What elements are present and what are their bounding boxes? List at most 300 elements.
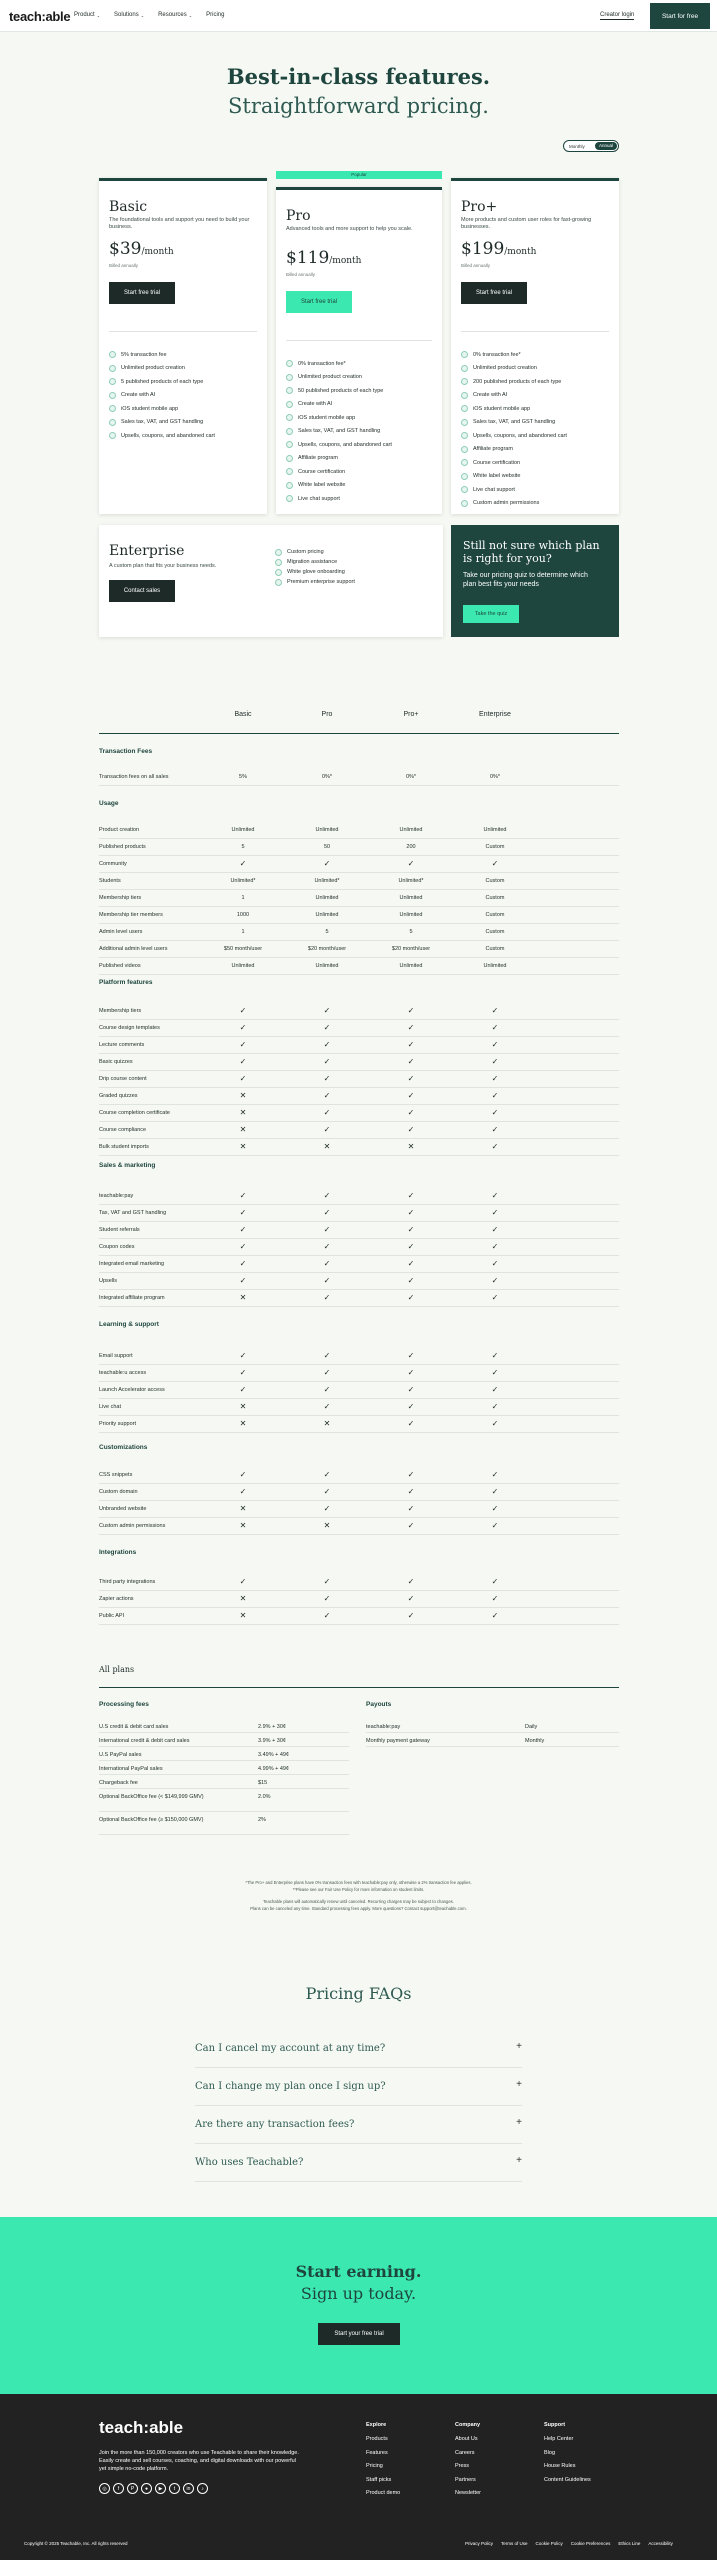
check-icon: ✓ [407,1577,415,1586]
feature-label: iOS student mobile app [473,405,531,412]
row-label: Chargeback fee [99,1780,138,1786]
table-row [99,1088,619,1105]
row-value: 3.9% + 30¢ [258,1738,286,1744]
check-icon: ✓ [407,1006,415,1015]
check-icon: ✓ [407,1074,415,1083]
row-label: U.S credit & debit card sales [99,1724,169,1730]
x-icon: ✕ [239,1293,247,1302]
footer-link[interactable]: Careers [455,2449,475,2456]
row-label: Course completion certificate [99,1110,170,1116]
chevron-down-icon: ⌄ [188,12,193,18]
check-icon: ✓ [491,1521,499,1530]
check-icon: ✓ [491,1293,499,1302]
table-row [99,1501,619,1518]
logo[interactable]: teach:able [9,9,71,24]
nav-menu [74,12,224,18]
check-icon: ✓ [239,1259,247,1268]
footer-column [455,2422,481,2504]
nav-solutions[interactable]: Solutions ⌄ [114,12,145,18]
check-circle-icon [286,482,293,489]
check-icon: ✓ [323,1594,331,1603]
faq-question: Can I cancel my account at any time? [195,2043,386,2054]
feature-label: Upsells, coupons, and abandoned cart [298,441,392,448]
feature-item [286,357,392,371]
check-icon: ✓ [407,1351,415,1360]
cell-value: Unlimited [483,963,507,969]
toggle-annual[interactable]: Annual [595,142,617,150]
check-icon: ✓ [491,1225,499,1234]
feature-label: iOS student mobile app [298,414,356,421]
table-row [99,1003,619,1020]
feature-item [461,470,567,484]
cell-value: Unlimited [399,895,423,901]
feature-label: White label website [473,473,521,480]
table-row [99,1188,619,1205]
start-trial-button[interactable]: Start your free trial [318,2323,400,2345]
cell-value: Unlimited [483,827,507,833]
nav-pricing[interactable]: Pricing [206,12,225,18]
x-icon: ✕ [407,1142,415,1151]
plus-icon: + [516,2041,522,2052]
check-icon: ✓ [407,1594,415,1603]
enterprise-title: Enterprise [109,543,185,559]
feature-label: Live chat support [473,486,515,493]
check-icon: ✓ [323,1074,331,1083]
footer-link[interactable]: Product demo [366,2490,401,2496]
section-title: Integrations [99,1549,137,1556]
row-value: 2.9% + 30¢ [258,1724,286,1730]
check-circle-icon [275,559,282,566]
table-row [99,1290,619,1307]
row-label: Custom admin permissions [99,1523,166,1529]
table-row [99,1748,349,1761]
feature-label: iOS student mobile app [121,405,179,412]
table-row [99,1020,619,1037]
instagram-icon[interactable]: ◎ [99,2483,110,2494]
row-label: Membership tier members [99,912,163,918]
copyright: Copyright © 2025 Teachable, Inc. All rights reserved [24,2541,128,2546]
check-icon: ✓ [407,1470,415,1479]
cell-value: 1 [241,895,245,901]
plan-price [461,239,536,259]
feature-item [286,465,392,479]
footnote: **Please see our Fair Use Policy for more information on student limits. [292,1887,425,1892]
table-row [366,1734,619,1747]
creator-login-link[interactable]: Creator login [600,12,635,18]
check-icon: ✓ [323,1259,331,1268]
feature-label: Create with AI [298,401,333,408]
check-icon: ✓ [323,1191,331,1200]
start-free-trial-button[interactable]: Start free trial [461,282,527,304]
footer-link[interactable]: Features [366,2449,388,2456]
plan-name: Basic [109,199,148,215]
table-row [99,839,619,856]
feature-label: Sales tax, VAT, and GST handling [298,428,381,435]
footer-link[interactable]: Content Guidelines [544,2476,591,2483]
row-label: Course design templates [99,1025,160,1031]
check-icon: ✓ [407,1040,415,1049]
feature-label: Sales tax, VAT, and GST handling [473,419,556,426]
plan-name: Pro [286,208,311,224]
check-circle-icon [461,486,468,493]
cta-title: Start earning. [295,2262,422,2281]
footer-link[interactable]: Pricing [366,2463,383,2469]
check-icon: ✓ [323,1385,331,1394]
feature-label: Affiliate program [473,446,513,453]
faq-question: Can I change my plan once I sign up? [195,2081,386,2092]
cell-value: 5% [239,774,247,780]
nav-resources[interactable]: Resources ⌄ [158,12,193,18]
footer-column-title: Support [544,2422,566,2428]
cell-value: 5 [241,844,245,850]
chevron-down-icon: ⌄ [96,12,101,18]
start-free-button[interactable]: Start for free [650,3,710,29]
row-label: Launch Accelerator access [99,1387,165,1393]
section-title: Customizations [99,1444,148,1451]
faq-item[interactable] [195,2069,522,2106]
check-icon: ✓ [323,1225,331,1234]
check-icon: ✓ [239,1074,247,1083]
cell-value: Custom [485,929,505,935]
legal-link[interactable]: Ethics Line [618,2541,641,2546]
table-row [99,856,619,873]
check-circle-icon [461,365,468,372]
check-icon: ✓ [407,1402,415,1411]
check-icon: ✓ [239,1487,247,1496]
feature-list [461,348,567,510]
feature-item [109,416,215,430]
x-icon: ✕ [239,1108,247,1117]
row-label: Live chat [99,1404,122,1410]
section-title: Transaction Fees [99,748,153,755]
check-icon: ✓ [491,1108,499,1117]
billing-note: Billed annually [109,263,139,268]
x-icon: ✕ [239,1402,247,1411]
cell-value: 1 [241,929,245,935]
check-circle-icon [286,468,293,475]
feature-list [286,357,392,506]
check-icon: ✓ [323,1470,331,1479]
row-label: Graded quizzes [99,1093,138,1099]
feature-label: 0% transaction fee* [298,360,346,367]
check-icon: ✓ [239,1040,247,1049]
popular-badge: Popular [276,171,442,179]
row-label: teachable:pay [366,1724,401,1730]
row-label: Admin level users [99,929,143,935]
check-circle-icon [286,495,293,502]
check-icon: ✓ [491,1611,499,1620]
row-label: Student referrals [99,1227,140,1233]
podcast-icon[interactable]: ● [141,2483,152,2494]
feature-item [275,577,355,587]
footer-link[interactable]: Press [455,2463,470,2469]
cell-value: 0%* [489,774,501,780]
row-label: Integrated email marketing [99,1261,165,1267]
plus-icon: + [516,2117,522,2128]
plan-card-pro-plus [451,178,619,514]
check-icon: ✓ [491,1006,499,1015]
row-label: Third party integrations [99,1579,156,1585]
plan-description: More products and custom user roles for fast-growing businesses. [461,217,592,230]
check-icon: ✓ [407,1023,415,1032]
table-row [99,1256,619,1273]
top-nav [0,0,717,32]
feature-item [286,371,392,385]
footer-link[interactable]: About Us [455,2436,478,2442]
plan-price [286,248,361,268]
check-icon: ✓ [491,1470,499,1479]
check-icon: ✓ [323,1057,331,1066]
check-circle-icon [275,549,282,556]
check-icon: ✓ [407,1125,415,1134]
footer-link[interactable]: Partners [455,2476,476,2483]
billing-note: Billed annually [286,272,316,277]
cell-value: Unlimited [315,827,339,833]
cell-value: 5 [409,929,413,935]
check-icon: ✓ [323,1040,331,1049]
check-icon: ✓ [407,1385,415,1394]
feature-item [461,456,567,470]
feature-item [461,402,567,416]
table-row [99,1105,619,1122]
x-icon: ✕ [239,1594,247,1603]
row-label: Optional BackOffice fee (< $149,999 GMV) [99,1794,204,1800]
quiz-desc: Take our pricing quiz to determine which plan best fits your needs [463,572,588,588]
check-icon: ✓ [491,1259,499,1268]
check-icon: ✓ [407,1368,415,1377]
cell-value: 200 [406,844,416,850]
row-label: Tax, VAT and GST handling [99,1210,167,1216]
check-circle-icon [109,378,116,385]
price-period: /month [329,256,362,266]
check-icon: ✓ [407,859,415,868]
faq-question: Who uses Teachable? [195,2157,304,2168]
check-icon: ✓ [491,1125,499,1134]
x-icon: ✕ [239,1504,247,1513]
legal-link[interactable]: Accessibility [648,2541,673,2546]
section-title: Usage [99,800,119,807]
twitter-icon[interactable]: t [169,2483,180,2494]
footer-link[interactable]: Newsletter [455,2490,481,2496]
row-label: Published videos [99,963,141,969]
feature-label: Unlimited product creation [298,374,362,381]
legal-link[interactable]: Terms of Use [501,2541,528,2546]
table-row [99,1734,349,1747]
footer-link[interactable]: Products [366,2436,388,2442]
check-circle-icon [461,378,468,385]
pinterest-icon[interactable]: P [127,2483,138,2494]
faq-item[interactable] [195,2145,522,2182]
cell-value: Unlimited [315,963,339,969]
check-icon: ✓ [407,1276,415,1285]
check-icon: ✓ [491,859,499,868]
check-icon: ✓ [323,1242,331,1251]
cell-value: Custom [485,946,505,952]
feature-label: 50 published products of each type [298,387,384,394]
feature-item [461,429,567,443]
feature-label: Upsells, coupons, and abandoned cart [473,432,567,439]
contact-sales-button[interactable]: Contact sales [109,580,175,602]
table-row [99,1608,619,1625]
row-label: Membership tiers [99,895,142,901]
tiktok-icon[interactable]: ♪ [197,2483,208,2494]
cell-value: Unlimited [231,827,255,833]
cta-subtitle: Sign up today. [300,2284,417,2303]
check-icon: ✓ [239,1577,247,1586]
check-icon: ✓ [239,1276,247,1285]
row-label: Custom domain [99,1489,138,1495]
toggle-monthly[interactable]: Monthly [569,144,585,149]
check-icon: ✓ [239,859,247,868]
row-value: Daily [525,1724,538,1730]
check-icon: ✓ [491,1577,499,1586]
table-row [99,1071,619,1088]
check-icon: ✓ [491,1487,499,1496]
footer-link[interactable]: House Rules [544,2463,576,2469]
nav-product[interactable]: Product ⌄ [74,12,101,18]
row-label: Public API [99,1613,125,1619]
divider [99,1687,619,1688]
footer-column [544,2422,591,2490]
linkedin-icon[interactable]: in [183,2483,194,2494]
table-row [99,1467,619,1484]
table-row [99,1776,349,1789]
check-icon: ✓ [323,1276,331,1285]
feature-item [461,362,567,376]
check-icon: ✓ [407,1057,415,1066]
check-circle-icon [275,569,282,576]
check-icon: ✓ [239,1023,247,1032]
enterprise-features [275,547,355,587]
feature-item [109,375,215,389]
plus-icon: + [516,2155,522,2166]
feature-item [461,443,567,457]
feature-label: 5 published products of each type [121,378,204,385]
start-free-trial-button[interactable]: Start free trial [286,291,352,313]
feature-item [275,547,355,557]
cell-value: Unlimited [399,827,423,833]
start-free-trial-button[interactable]: Start free trial [109,282,175,304]
divider [99,733,619,734]
cell-value: Custom [485,878,505,884]
legal-link[interactable]: Cookie Preferences [570,2541,611,2546]
row-label: Integrated affiliate program [99,1295,165,1301]
cell-value: Unlimited [315,912,339,918]
feature-item [109,402,215,416]
row-label: Course compliance [99,1127,147,1133]
section-title: Platform features [99,979,153,986]
row-label: Community [99,861,127,867]
table-row [99,1416,619,1433]
price-period: /month [504,247,537,257]
faq-item[interactable] [195,2031,522,2068]
check-circle-icon [286,441,293,448]
footnote: Plans can be canceled any time. Standard processing fees apply. More questions? Contact support@teachable.com. [250,1906,467,1911]
feature-item [109,362,215,376]
footer-link[interactable]: Blog [544,2449,556,2456]
check-icon: ✓ [323,1006,331,1015]
faq-item[interactable] [195,2107,522,2144]
check-icon: ✓ [491,1074,499,1083]
facebook-icon[interactable]: f [113,2483,124,2494]
table-row [99,1399,619,1416]
row-label: Optional BackOffice fee (≥ $150,000 GMV) [99,1817,204,1823]
check-icon: ✓ [407,1208,415,1217]
footnote: Teachable plans will automatically renew until canceled. Recurring charges may be subject to changes. [263,1899,454,1904]
row-label: Membership tiers [99,1008,142,1014]
footer-link[interactable]: Help Center [544,2436,574,2442]
footer [0,2394,717,2560]
divider [461,331,609,332]
row-value: 2.0% [258,1794,271,1800]
legal-link[interactable]: Cookie Policy [535,2541,563,2546]
check-icon: ✓ [323,1351,331,1360]
billing-note: Billed annually [461,263,491,268]
check-icon: ✓ [323,1125,331,1134]
check-circle-icon [286,387,293,394]
check-circle-icon [275,579,282,586]
feature-label: Custom admin permissions [473,500,540,507]
youtube-icon[interactable]: ▶ [155,2483,166,2494]
hero-title: Best-in-class features. [226,64,491,89]
check-icon: ✓ [491,1191,499,1200]
check-circle-icon [461,419,468,426]
feature-item [109,389,215,403]
check-icon: ✓ [407,1091,415,1100]
row-value: 2% [258,1817,266,1823]
feature-item [275,567,355,577]
footer-logo[interactable]: teach:able [99,2418,184,2437]
check-circle-icon [286,401,293,408]
check-icon: ✓ [323,1108,331,1117]
take-quiz-button[interactable]: Take the quiz [463,605,519,623]
check-icon: ✓ [491,1385,499,1394]
cell-value: $50 month/user [223,946,263,952]
check-icon: ✓ [239,1368,247,1377]
check-circle-icon [461,446,468,453]
row-label: International credit & debit card sales [99,1738,190,1744]
footer-link[interactable]: Staff picks [366,2476,392,2483]
check-icon: ✓ [407,1259,415,1268]
check-icon: ✓ [239,1006,247,1015]
enterprise-desc: A custom plan that fits your business needs. [109,563,217,569]
billing-toggle[interactable] [563,140,619,152]
quiz-title: Still not sure which plan is right for you? [463,539,600,565]
legal-link[interactable]: Privacy Policy [465,2541,494,2546]
row-label: International PayPal sales [99,1766,163,1772]
footer-column-title: Explore [366,2422,387,2428]
check-icon: ✓ [239,1057,247,1066]
feature-item [109,348,215,362]
check-circle-icon [286,360,293,367]
row-label: Bulk student imports [99,1144,149,1150]
check-icon: ✓ [491,1208,499,1217]
check-icon: ✓ [239,1225,247,1234]
check-icon: ✓ [491,1368,499,1377]
check-icon: ✓ [491,1351,499,1360]
feature-list [109,348,215,443]
table-row [99,1518,619,1535]
row-label: Unbranded website [99,1506,147,1512]
x-icon: ✕ [239,1091,247,1100]
price-amount: $119 [286,248,330,268]
feature-label: Custom pricing [287,549,324,555]
table-row [99,822,619,839]
table-row [99,1273,619,1290]
check-icon: ✓ [407,1242,415,1251]
price-amount: $199 [461,239,505,259]
plan-card-pro [276,187,442,514]
